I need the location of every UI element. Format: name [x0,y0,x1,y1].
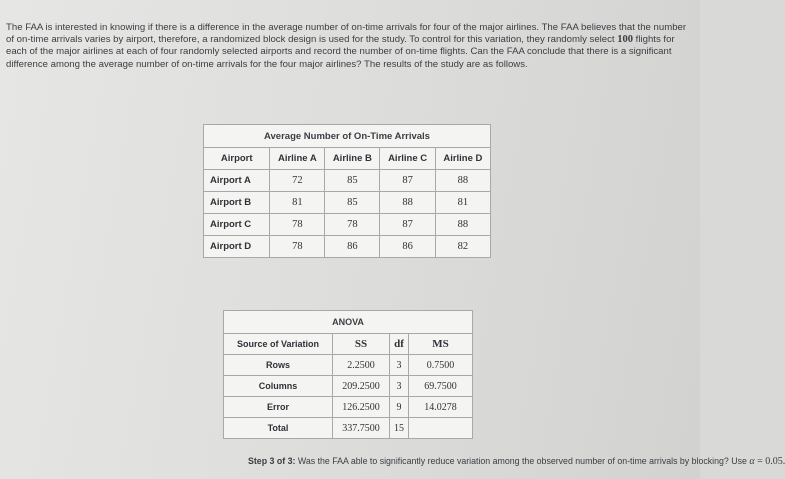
df-value: 3 [390,376,409,397]
source-label: Rows [224,355,333,376]
step-label: Step 3 of 3: [248,456,296,466]
ms-value: 0.7500 [409,355,473,376]
arrival-value: 81 [270,192,325,214]
arrivals-table [203,124,491,258]
airport-label: Airport D [204,236,270,258]
alpha-value: = 0.05. [754,456,785,467]
table-row [224,418,473,439]
table-row [204,214,491,236]
problem-text-part-2: flights for each of the major airlines at each of four randomly selected airports and record the number of on-time flights. Can the FAA conclude that there is a significant difference among the average number of on-time arrivals for the four major airlines? The results of the study are as follows. [6,34,675,70]
arrival-value: 78 [270,214,325,236]
arrival-value: 72 [270,170,325,192]
header-source-of-variation: Source of Variation [224,334,333,355]
problem-text-part-1: The FAA is interested in knowing if there is a difference in the average number of on-time arrivals for four of the major airlines. The FAA believes that the number of on-time arrivals varies by airport, therefore, a randomized block design is used for the study. To control for this variation, they randomly select [6,22,687,46]
source-label: Total [224,418,333,439]
arrival-value: 85 [325,192,380,214]
arrival-value: 78 [270,236,325,258]
step-question-text: Was the FAA able to significantly reduce variation among the observed number of on-time arrivals by blocking? Use [295,456,750,466]
arrival-value: 78 [325,214,380,236]
df-value: 9 [390,397,409,418]
arrival-value: 87 [380,214,435,236]
anova-header-row [224,334,473,355]
anova-table-caption: ANOVA [224,311,473,334]
header-df: df [390,334,409,355]
airport-label: Airport C [204,214,270,236]
arrival-value: 88 [380,192,435,214]
arrivals-header-row [204,148,491,170]
table-row [204,192,491,214]
header-airline-c: Airline C [380,148,435,170]
table-row [224,397,473,418]
ms-value: 14.0278 [409,397,473,418]
table-row [204,236,491,258]
sample-size-number: 100 [617,34,634,46]
header-airline-a: Airline A [270,148,325,170]
arrival-value: 87 [380,170,435,192]
header-airport: Airport [204,148,270,170]
anova-table [223,310,473,439]
header-airline-b: Airline B [325,148,380,170]
ss-value: 209.2500 [333,376,390,397]
header-ss: SS [333,334,390,355]
source-label: Error [224,397,333,418]
arrival-value: 88 [435,214,490,236]
arrival-value: 81 [435,192,490,214]
table-row [224,376,473,397]
arrival-value: 82 [435,236,490,258]
problem-statement [6,22,692,71]
df-value: 15 [390,418,409,439]
ss-value: 337.7500 [333,418,390,439]
table-row [204,170,491,192]
header-airline-d: Airline D [435,148,490,170]
arrival-value: 86 [380,236,435,258]
header-ms: MS [409,334,473,355]
ss-value: 126.2500 [333,397,390,418]
ms-value: 69.7500 [409,376,473,397]
step-question [248,456,785,467]
ss-value: 2.2500 [333,355,390,376]
df-value: 3 [390,355,409,376]
arrival-value: 88 [435,170,490,192]
arrival-value: 86 [325,236,380,258]
airport-label: Airport A [204,170,270,192]
source-label: Columns [224,376,333,397]
ms-value [409,418,473,439]
airport-label: Airport B [204,192,270,214]
alpha-symbol: α [749,456,755,467]
arrival-value: 85 [325,170,380,192]
table-row [224,355,473,376]
arrivals-table-caption: Average Number of On-Time Arrivals [204,125,491,148]
